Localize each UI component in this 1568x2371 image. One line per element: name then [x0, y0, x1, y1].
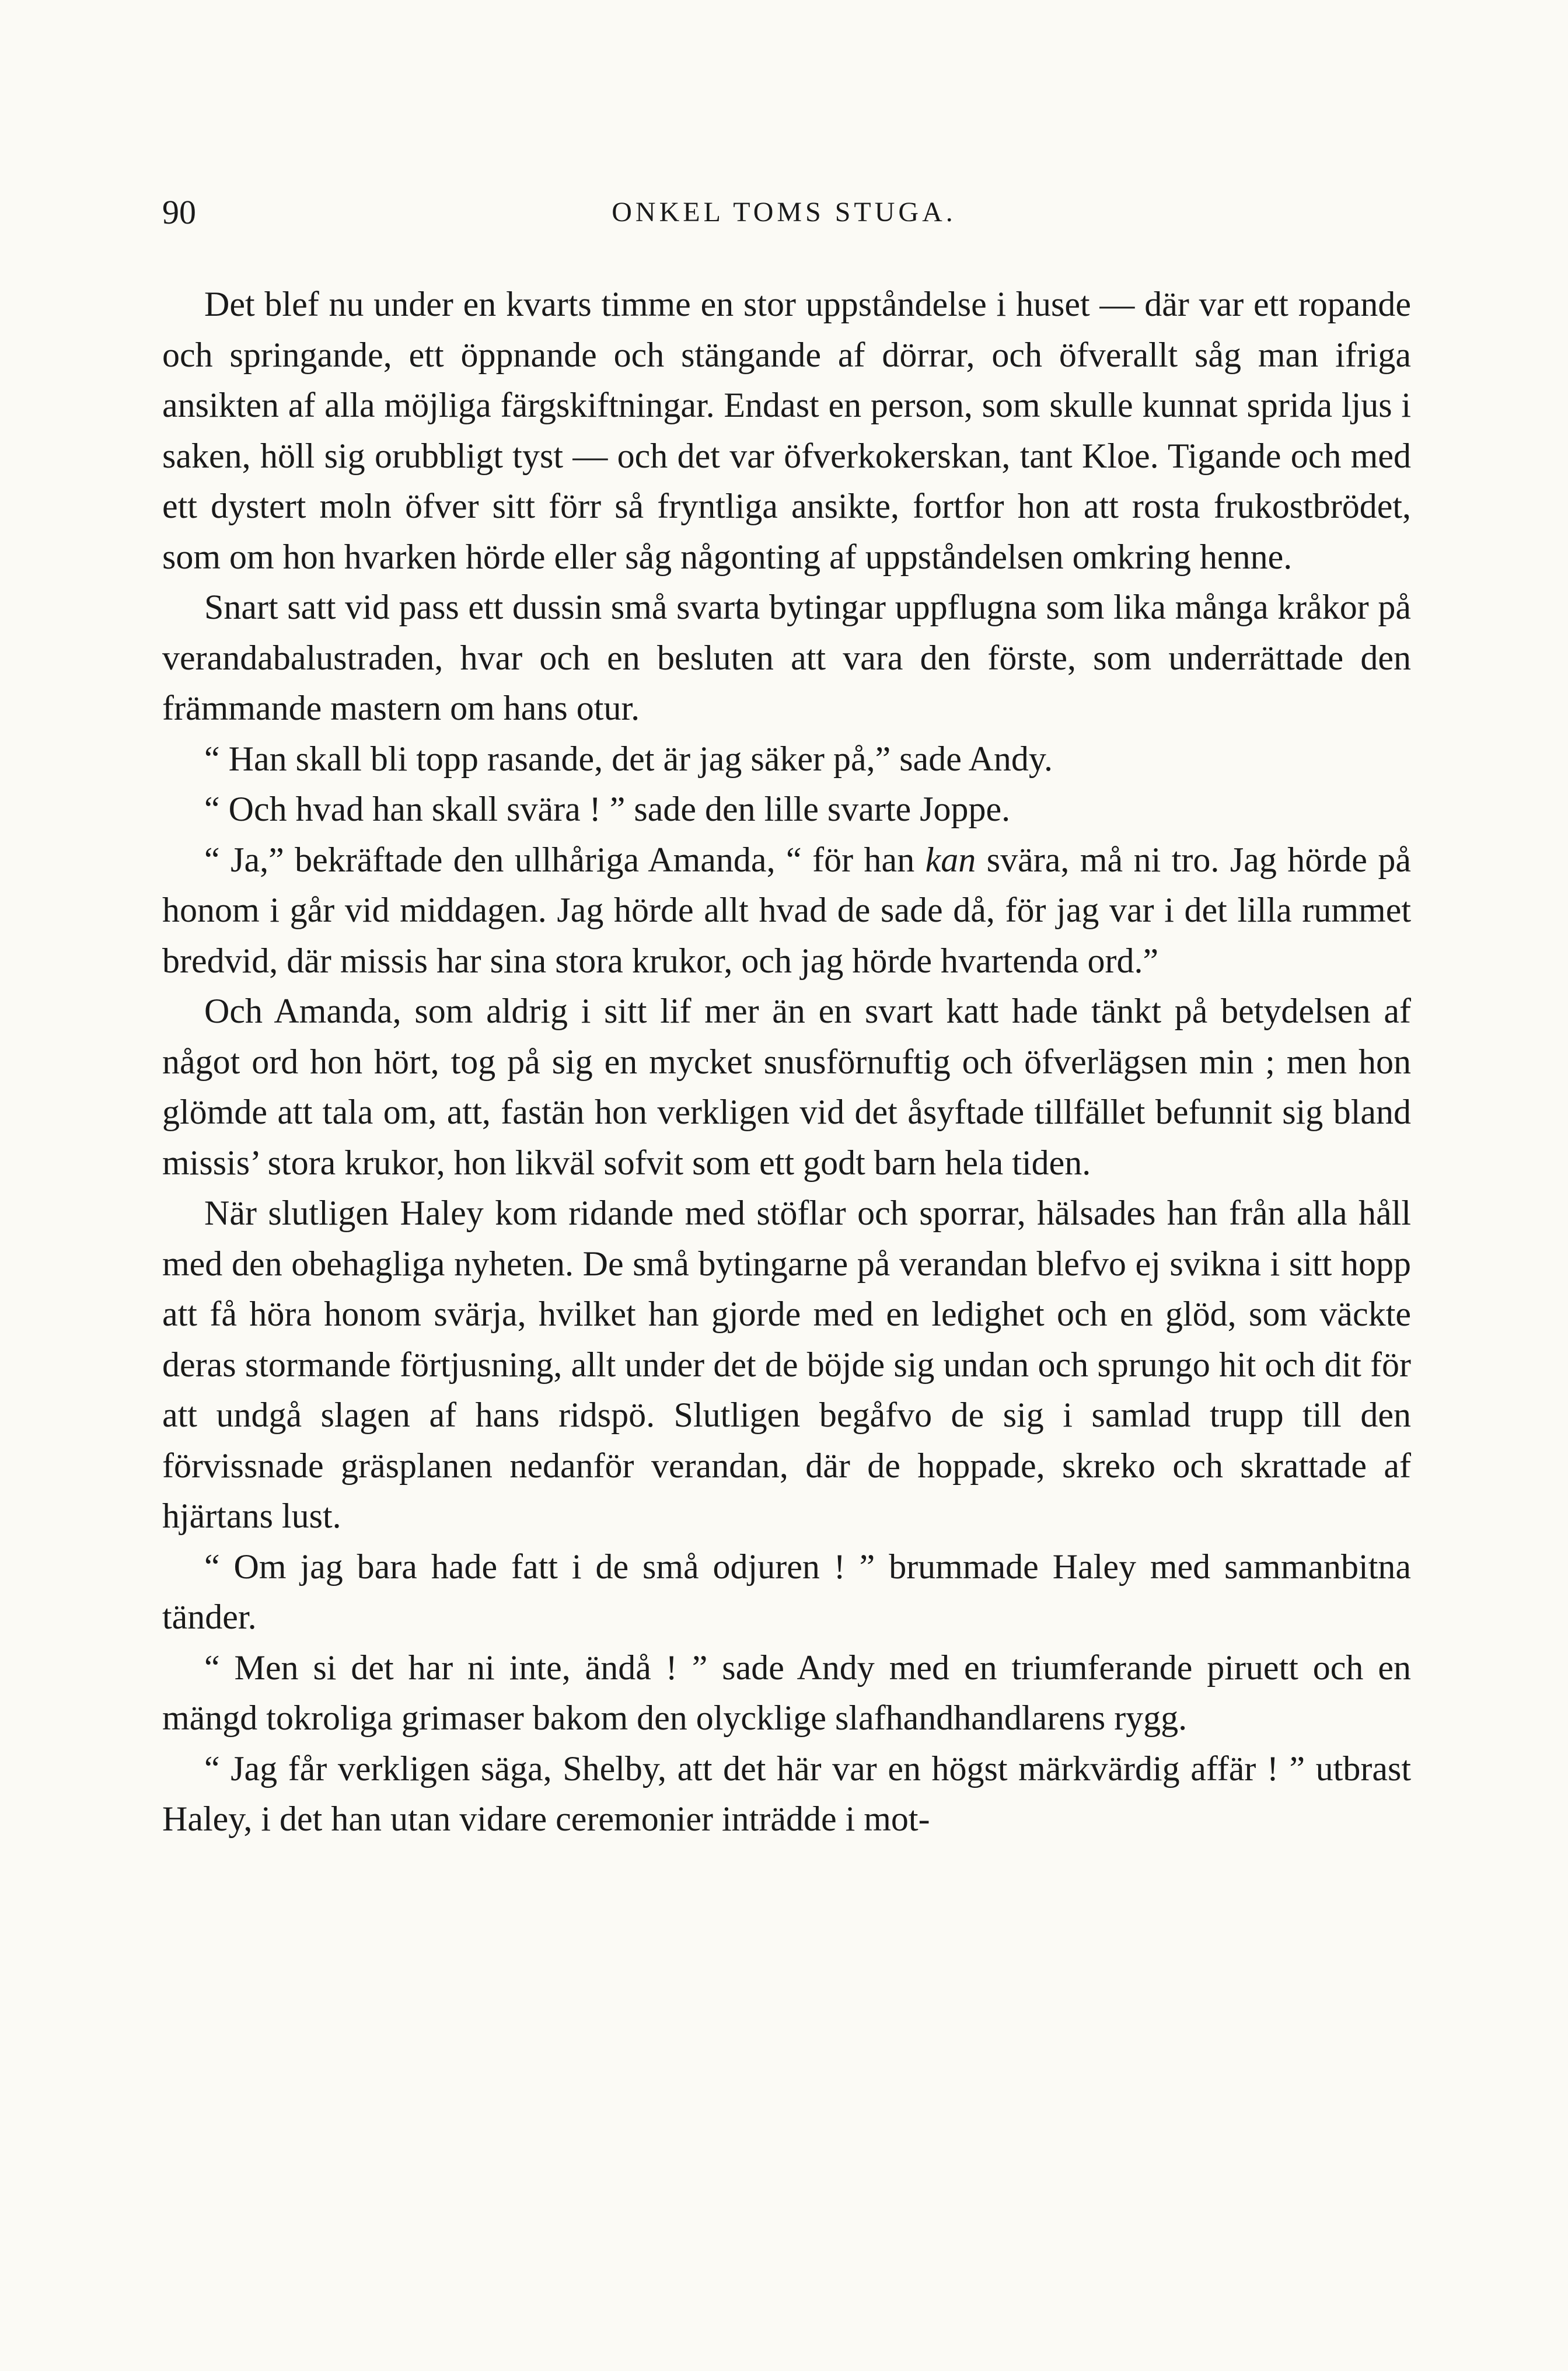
paragraph-text: svära, må ni tro. Jag hörde på honom i går vid middagen. Jag hörde allt hvad de sade då, för jag var i det lilla rummet bredvid, där missis har sina stora krukor, och jag hörde hvartenda ord.”: [162, 840, 1411, 980]
paragraph: “ Han skall bli topp rasande, det är jag säker på,” sade Andy.: [204, 739, 1053, 778]
page-number: 90: [162, 193, 196, 231]
paragraph: När slutligen Haley kom ridande med stöflar och sporrar, hälsades han från alla håll med den obehagliga nyheten. De små bytingarne på verandan blefvo ej svikna i sitt hopp att få höra honom svärja, hvilket han gjorde med en ledighet och en glöd, som väckte deras stormande förtjusning, allt under det de böjde sig undan och sprungo hit och dit för att undgå slagen af hans ridspö. Slutligen begåfvo de sig i samlad trupp till den förvissnade gräsplanen nedanför verandan, där de hoppade, skreko och skrattade af hjärtans lust.: [162, 1194, 1411, 1535]
paragraph: Och Amanda, som aldrig i sitt lif mer än en svart katt hade tänkt på betydelsen af något ord hon hört, tog på sig en mycket snusförnuftig och öfverlägsen min ; men hon glömde att tala om, att, fastän hon verkligen vid det åsyftade tillfället befunnit sig bland missis’ stora krukor, hon likväl sofvit som ett godt barn hela tiden.: [162, 992, 1411, 1182]
emphasized-word: kan: [925, 840, 976, 879]
paragraph: “ Om jag bara hade fatt i de små odjuren ! ” brummade Haley med sammanbitna tänder.: [162, 1547, 1411, 1636]
paragraph: “ Men si det har ni inte, ändå ! ” sade Andy med en triumferande piruett och en mängd tokroliga grimaser bakom den olycklige slafhandhandlarens rygg.: [162, 1648, 1411, 1737]
paragraph: [162, 835, 1411, 986]
body-text: [162, 279, 1411, 1845]
paragraph: “ Och hvad han skall svära ! ” sade den lille svarte Joppe.: [204, 790, 1011, 828]
page-header: [162, 193, 1406, 245]
paragraph: “ Jag får verkligen säga, Shelby, att det här var en högst märkvärdig affär ! ” utbrast Haley, i det han utan vidare ceremonier inträdde i mot-: [162, 1749, 1411, 1838]
paragraph-text: “ Ja,” bekräftade den ullhåriga Amanda, “ för han: [204, 840, 926, 879]
paragraph: Snart satt vid pass ett dussin små svarta bytingar uppflugna som lika många kråkor på verandabalustraden, hvar och en besluten att vara den förste, som underrättade den främmande mastern om hans otur.: [162, 588, 1411, 727]
paragraph: Det blef nu under en kvarts timme en stor uppståndelse i huset — där var ett ropande och springande, ett öppnande och stängande af dörrar, och öfverallt såg man ifriga ansikten af alla möjliga färgskiftningar. Endast en person, som skulle kunnat sprida ljus i saken, höll sig orubbligt tyst — och det var öfverkokerskan, tant Kloe. Tigande och med ett dystert moln öfver sitt förr så fryntliga ansikte, fortfor hon att rosta frukostbrödet, som om hon hvarken hörde eller såg någonting af uppståndelsen omkring henne.: [162, 285, 1411, 576]
running-head: ONKEL TOMS STUGA.: [612, 197, 956, 228]
